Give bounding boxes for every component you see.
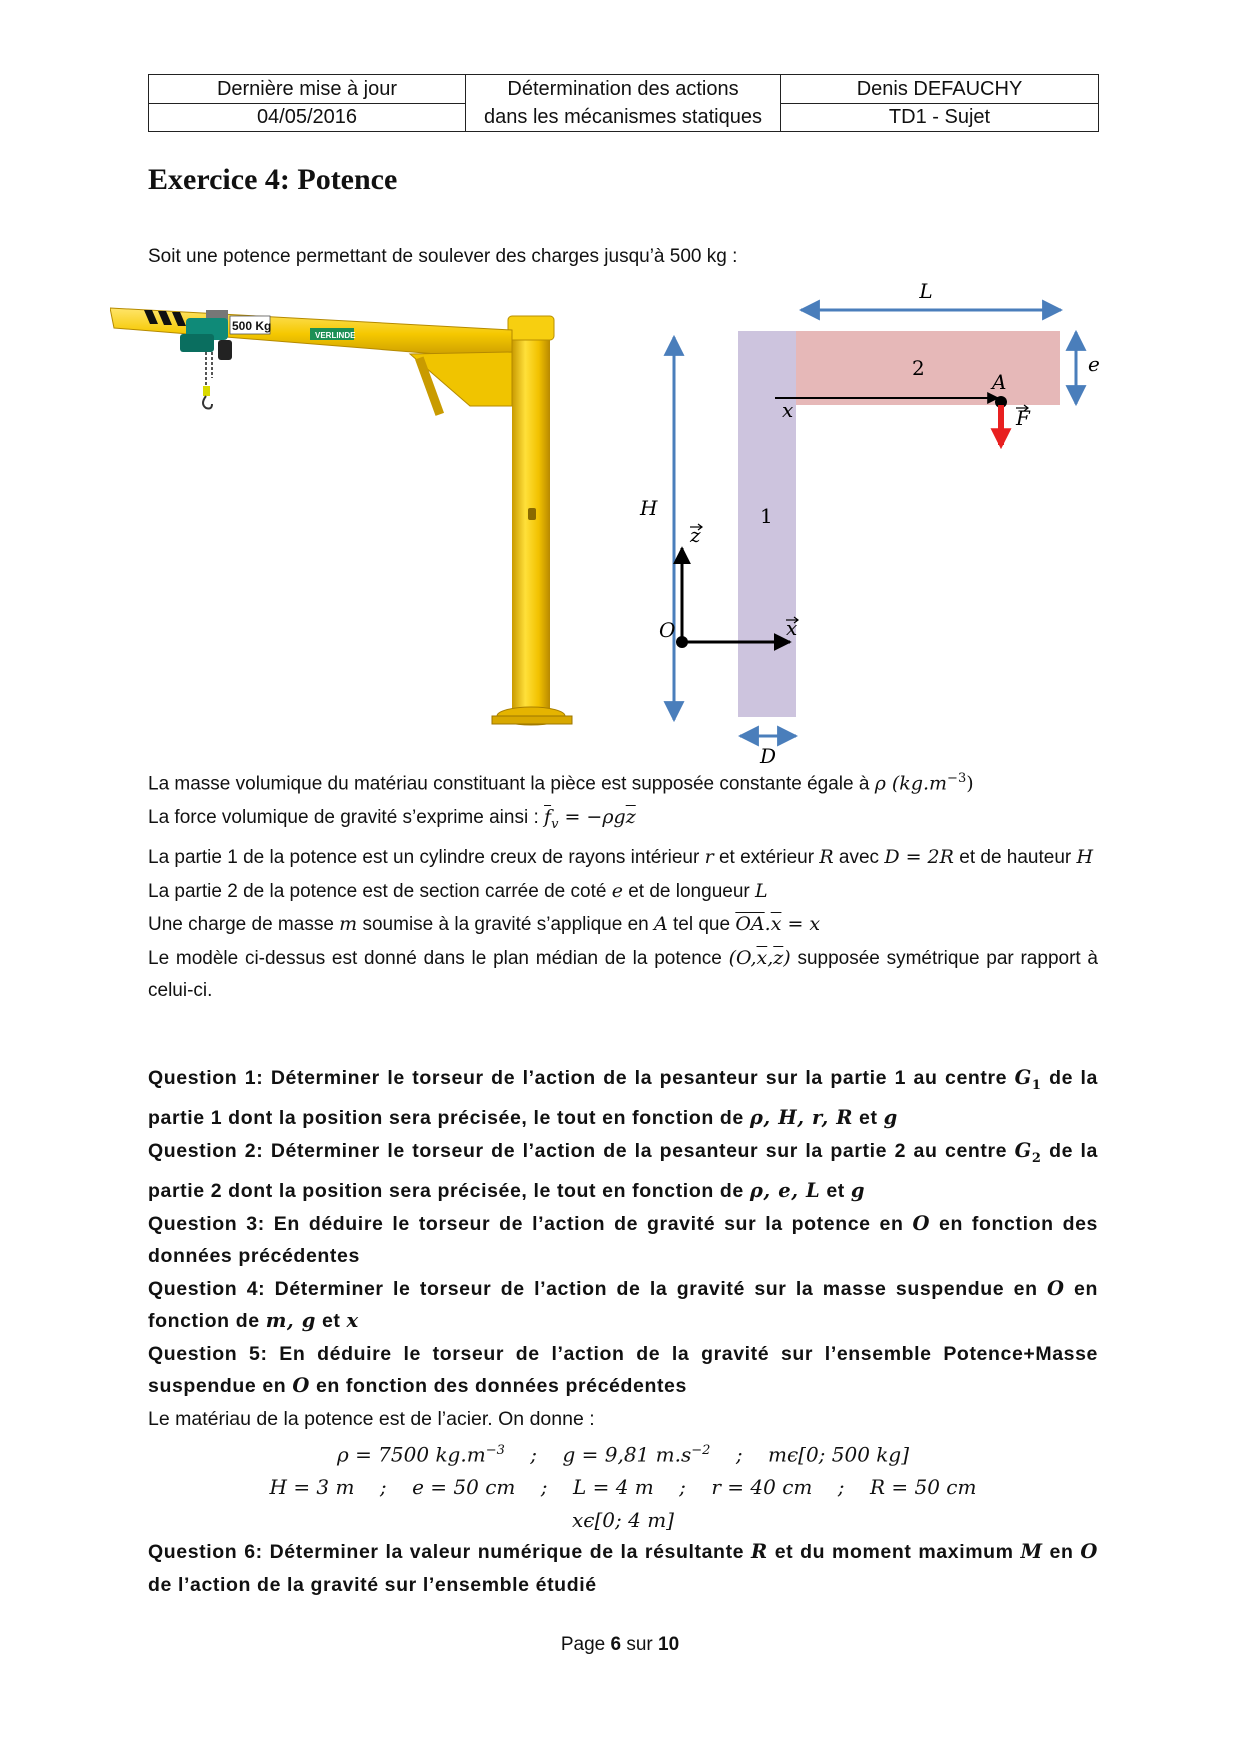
- desc-gravity-force: La force volumique de gravité s’exprime ainsi : $\overline{f}_v = -\rho g\overline{z}$: [148, 805, 636, 832]
- question-3: Question 3: En déduire le torseur de l’action de gravité sur la potence en O en fonction des données précédentes: [148, 1211, 1098, 1268]
- label-L: L: [919, 280, 933, 303]
- header-table: [148, 74, 1099, 132]
- header-update-label: Dernière mise à jour: [149, 75, 466, 104]
- label-D: D: [760, 744, 777, 768]
- given-values-line3: xϵ[0; 4 m]: [572, 1507, 674, 1532]
- desc-plane: Le modèle ci-dessus est donné dans le plan médian de la potence $(O,\overline{x},\overline{z})$ supposée symétrique par rapport à celui-ci.: [148, 946, 1098, 1002]
- question-2: Question 2: Déterminer le torseur de l’action de la pesanteur sur la partie 2 au centre $G_2$ de la partie 2 dont la position sera précisée, le tout en fonction de ρ, e, L et g: [148, 1138, 1098, 1203]
- potence-diagram: [620, 280, 1140, 770]
- brand-plate-text: VERLINDE: [315, 331, 356, 340]
- intro-text: Soit une potence permettant de soulever des charges jusqu’à 500 kg :: [148, 246, 738, 267]
- header-course-title-line1: Détermination des actions: [507, 78, 739, 100]
- label-part1: 1: [760, 504, 773, 528]
- question-5: Question 5: En déduire le torseur de l’action de la gravité sur l’ensemble Potence+Masse suspendue en O en fonction des données précédentes: [148, 1342, 1098, 1398]
- given-values-line2: H = 3 m ; e = 50 cm ; L = 4 m ; r = 40 cm ; R = 50 cm: [269, 1475, 977, 1500]
- header-author: Denis DEFAUCHY: [781, 75, 1099, 104]
- label-O: O: [659, 618, 676, 642]
- question-6: Question 6: Déterminer la valeur numérique de la résultante R et du moment maximum M en O de l’action de la gravité sur l’ensemble étudié: [148, 1540, 1098, 1596]
- questions-section: [148, 1062, 1098, 1601]
- header-doc-id: TD1 - Sujet: [781, 103, 1099, 132]
- load-plate-text: 500 Kg: [232, 319, 272, 333]
- material-statement: Le matériau de la potence est de l’acier. On donne :: [148, 1407, 595, 1430]
- label-distance-x: x: [782, 398, 794, 422]
- desc-part2: La partie 2 de la potence est de section carrée de coté e et de longueur L: [148, 879, 768, 902]
- total-pages: 10: [658, 1634, 680, 1655]
- question-4: Question 4: Déterminer le torseur de l’action de la gravité sur la masse suspendue en O en fonction de m, g et x: [148, 1276, 1098, 1333]
- crane-column: [512, 326, 550, 716]
- desc-density: La masse volumique du matériau constituant la pièce est supposée constante égale à ρ $(kg.m^{-3})$: [148, 771, 974, 795]
- desc-part1: La partie 1 de la potence est un cylindre creux de rayons intérieur r et extérieur R avec D = 2R et de hauteur H: [148, 846, 1094, 869]
- label-A: A: [992, 370, 1007, 394]
- label-z-axis: z: [690, 523, 701, 547]
- page-footer: Page 6 sur 10: [560, 1634, 680, 1655]
- header-course-title: [466, 75, 781, 132]
- question-1: Question 1: Déterminer le torseur de l’action de la pesanteur sur la partie 1 au centre $G_1$ de la partie 1 dont la position sera précisée, le tout en fonction de ρ, H, r, R et g: [148, 1066, 1098, 1130]
- header-date: 04/05/2016: [149, 103, 466, 132]
- label-part2: 2: [912, 356, 925, 380]
- label-H: H: [640, 496, 658, 520]
- desc-load: Une charge de masse m soumise à la gravité s’applique en A tel que $\overline{OA}.\overline{x} = x$: [148, 913, 821, 936]
- label-x-axis: x: [786, 616, 798, 640]
- exercise-title: Exercice 4: Potence: [148, 163, 398, 196]
- label-e: e: [1088, 352, 1100, 376]
- header-course-title-line2: dans les mécanismes statiques: [484, 106, 762, 128]
- given-values-line1: ρ = 7500 $kg.m^{-3}$ ; g = 9,81 $m.s^{-2}$ ; mϵ[0; 500 kg]: [336, 1442, 910, 1467]
- label-F: F: [1016, 406, 1030, 430]
- current-page: 6: [610, 1634, 622, 1655]
- problem-description: [148, 763, 1098, 1008]
- crane-photo: [110, 296, 580, 746]
- part2-arm: [796, 331, 1060, 405]
